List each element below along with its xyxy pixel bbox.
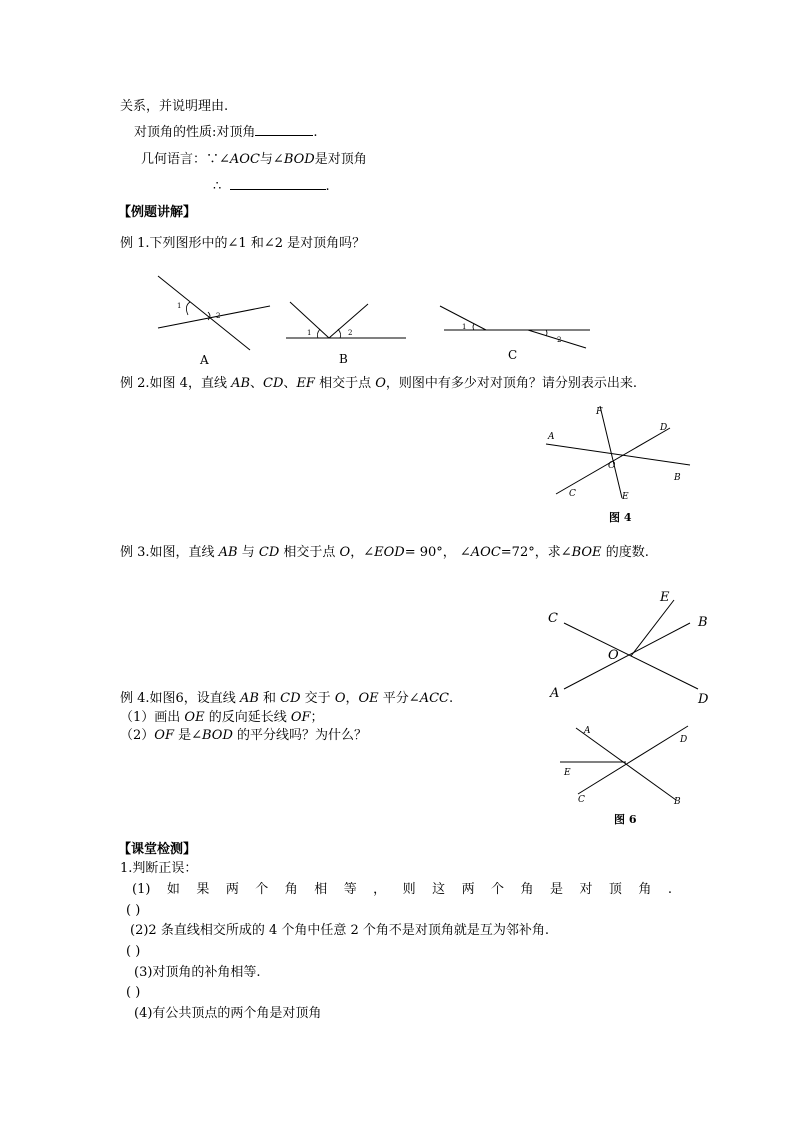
judge-item-1	[132, 883, 672, 896]
judge-item-3: (3)对顶角的补角相等.	[134, 965, 261, 980]
judge-item-1-char: 角	[638, 882, 652, 897]
figure-a-angle-1: 1	[177, 302, 182, 310]
figure-4-caption: 图 4	[609, 511, 632, 524]
figure-c-angle-1: 1	[462, 323, 467, 331]
judge-item-1-char: 相	[314, 882, 328, 897]
figure-b-angle-1: 1	[307, 329, 312, 337]
example-1-text: 例 1.下列图形中的∠1 和∠2 是对顶角吗？	[120, 236, 366, 251]
fig4-label-f: F	[596, 407, 603, 417]
judge-item-1-char: 个	[255, 882, 269, 897]
answer-paren-1[interactable]: ( )	[126, 903, 141, 918]
judge-item-1-char: 个	[491, 882, 505, 897]
figure-ex1-c	[434, 300, 594, 348]
option-label-c: C	[508, 348, 518, 362]
fig3-label-b: B	[698, 615, 708, 630]
therefore-line: ∴ .	[213, 179, 330, 194]
fig6-label-a: A	[584, 726, 591, 736]
answer-paren-2[interactable]: ( )	[126, 944, 141, 959]
figure-6	[556, 720, 706, 810]
figure-a-angle-2: 2	[216, 312, 221, 320]
judge-item-1-char: 顶	[608, 882, 622, 897]
judge-item-1-char: ，	[373, 882, 387, 897]
fig6-label-b: B	[674, 797, 681, 807]
judge-item-1-char: (1)	[132, 882, 151, 897]
judge-item-1-char: 等	[343, 882, 357, 897]
judge-item-2: (2)2 条直线相交所成的 4 个角中任意 2 个角不是对顶角就是互为邻补角.	[130, 923, 550, 938]
answer-paren-3[interactable]: ( )	[126, 985, 141, 1000]
fig3-label-a: A	[550, 686, 560, 701]
fig3-label-c: C	[548, 611, 558, 626]
section-title-examples: 【例题讲解】	[118, 205, 197, 220]
judge-item-1-char: 如	[166, 882, 180, 897]
section-title-check: 【课堂检测】	[118, 842, 197, 857]
figure-6-caption: 图 6	[614, 813, 637, 826]
judge-item-1-char: 两	[225, 882, 239, 897]
fig4-label-d: D	[660, 423, 668, 433]
fig6-label-c: C	[578, 795, 585, 805]
judge-item-1-char: 这	[432, 882, 446, 897]
fig6-label-d: D	[680, 735, 688, 745]
geometry-language-line: 几何语言：∵∠AOC与∠BOD是对顶角	[141, 152, 367, 167]
fig4-label-e: E	[622, 492, 629, 502]
fig4-label-b: B	[674, 473, 681, 483]
property-line: 对顶角的性质:对顶角 .	[134, 125, 318, 140]
option-label-a: A	[200, 353, 209, 367]
judge-item-1-char: 两	[461, 882, 475, 897]
example-2-text: 例 2.如图 4，直线 AB、CD、EF 相交于点 O，则图中有多少对对顶角？请分别表示出来.	[120, 376, 638, 391]
example-4-question-2: （2）OF 是∠BOD 的平分线吗？为什么？	[120, 728, 368, 743]
fig6-label-e: E	[564, 768, 571, 778]
judge-item-1-char: 角	[284, 882, 298, 897]
fig4-label-o: O	[608, 461, 616, 471]
judge-item-1-char: 则	[402, 882, 416, 897]
figure-ex1-b	[282, 298, 412, 342]
check-question-1-title: 1.判断正误：	[120, 861, 198, 876]
judge-item-4: (4)有公共顶点的两个角是对顶角	[134, 1006, 322, 1021]
judge-item-1-char: .	[667, 882, 672, 897]
fig3-label-o: O	[608, 648, 619, 663]
intro-line: 关系，并说明理由.	[120, 99, 229, 114]
fig4-label-c: C	[569, 489, 576, 499]
figure-4	[540, 398, 700, 506]
fig3-label-e: E	[660, 590, 670, 605]
judge-item-1-char: 果	[196, 882, 210, 897]
example-3-text: 例 3.如图，直线 AB 与 CD 相交于点 O，∠EOD= 90°， ∠AOC=72°，求∠BOE 的度数.	[120, 545, 649, 560]
option-label-b: B	[339, 352, 348, 366]
figure-ex3	[540, 585, 720, 705]
judge-item-1-char: 是	[549, 882, 563, 897]
fig3-label-d: D	[698, 692, 709, 707]
judge-item-1-char: 对	[579, 882, 593, 897]
figure-c-angle-2: 2	[557, 336, 562, 344]
example-4-question-1: （1）画出 OE 的反向延长线 OF；	[120, 710, 324, 725]
fig4-label-a: A	[548, 432, 555, 442]
figure-ex1-a	[150, 272, 280, 352]
figure-b-angle-2: 2	[348, 329, 353, 337]
example-4-text: 例 4.如图6，设直线 AB 和 CD 交于 O，OE 平分∠ACC.	[120, 691, 454, 706]
judge-item-1-char: 角	[520, 882, 534, 897]
